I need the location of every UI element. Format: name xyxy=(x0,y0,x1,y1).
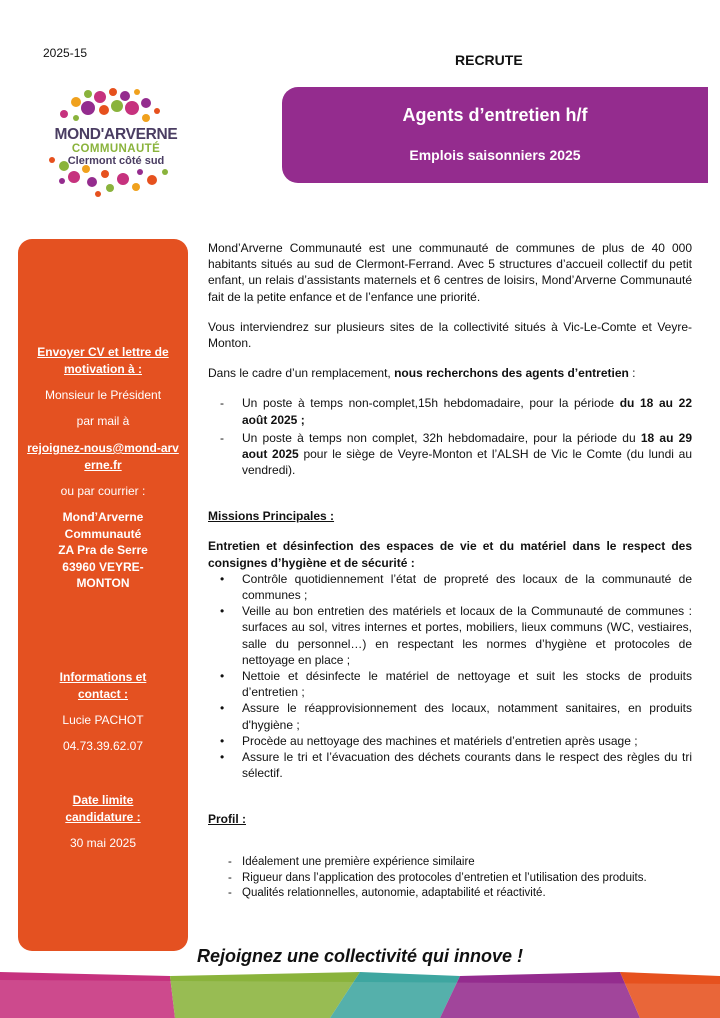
decorative-color-band xyxy=(0,966,720,1018)
list-item: • Assure le réapprovisionnement des locaux, notamment sanitaires, en produits d'hygiène ; xyxy=(208,700,692,732)
main-content xyxy=(208,240,692,902)
contact-name: Lucie PACHOT xyxy=(62,713,144,727)
profil-list xyxy=(208,855,692,902)
reference-number: 2025-15 xyxy=(43,46,88,60)
list-item: - Idéalement une première expérience similaire xyxy=(208,855,692,871)
deadline-heading: Date limite candidature : xyxy=(65,793,141,824)
missions-list xyxy=(208,571,692,781)
send-heading: Envoyer CV et lettre de motivation à : xyxy=(37,345,169,376)
address-city: 63960 VEYRE-MONTON xyxy=(62,559,144,591)
list-item: • Veille au bon entretien des matériels et locaux de la Communauté de communes : surfaces au sol, vitres internes et portes, mobiliers, lieux communs (WC, vestiaires, salle du personnel…) en respectant les normes d’hygiène et protocoles de nettoyage en place ; xyxy=(208,603,692,668)
profil-title: Profil : xyxy=(208,812,246,827)
posts-list xyxy=(208,395,692,478)
logo-communaute: COMMUNAUTÉ xyxy=(71,142,161,155)
address-street: ZA Pra de Serre xyxy=(58,543,148,558)
email-link[interactable]: rejoignez-nous@mond-arverne.fr xyxy=(27,441,179,472)
list-item: • Nettoie et désinfecte le matériel de nettoyage et suit les stocks de produits d’entretien ; xyxy=(208,668,692,700)
list-item: - Rigueur dans l’application des protocoles d’entretien et l’utilisation des produits. xyxy=(208,871,692,887)
context-bold: nous recherchons des agents d’entretien xyxy=(394,366,629,381)
contact-phone[interactable]: 04.73.39.62.07 xyxy=(62,739,144,753)
header-banner xyxy=(282,87,708,183)
list-item: • Procède au nettoyage des machines et matériels d’entretien après usage ; xyxy=(208,733,692,749)
info-heading: Informations et contact : xyxy=(59,670,147,701)
list-item: - Un poste à temps non-complet,15h hebdomadaire, pour la période du 18 au 22 août 2025 ; xyxy=(208,395,692,427)
sites-paragraph: Vous interviendrez sur plusieurs sites de la collectivité situés à Vic-Le-Comte et Veyre-Monton. xyxy=(208,319,692,350)
logo-tagline: Clermont côté sud xyxy=(67,155,165,167)
deadline-date: 30 mai 2025 xyxy=(69,836,137,850)
job-title: Agents d’entretien h/f xyxy=(402,105,588,125)
recipient: Monsieur le Président xyxy=(44,388,162,402)
logo-name: MOND'ARVERNE xyxy=(54,126,178,143)
missions-title: Missions Principales : xyxy=(208,509,335,524)
job-subtitle: Emplois saisonniers 2025 xyxy=(409,147,581,163)
list-item: - Un poste à temps non complet, 32h hebdomadaire, pour la période du 18 au 29 aout 2025 pour le siège de Veyre-Monton et l’ALSH de Vic le Comte (du lundi au vendredi). xyxy=(208,430,692,479)
contact-sidebar xyxy=(18,239,188,951)
address-name: Mond’Arverne Communauté xyxy=(62,510,144,541)
list-item: • Contrôle quotidiennement l’état de propreté des locaux de la communauté de communes ; xyxy=(208,571,692,603)
slogan: Rejoignez une collectivité qui innove ! xyxy=(196,946,524,966)
recrute-label: RECRUTE xyxy=(455,52,523,68)
intro-paragraph: Mond’Arverne Communauté est une communauté de communes de plus de 40 000 habitants situés au sud de Clermont-Ferrand. Avec 5 structures d’accueil collectif du petit enfant, un relais d’assistants maternels et 6 centres de loisirs, Mond’Arverne Communauté fait de la petite enfance et de l’enfance une priorité. xyxy=(208,241,692,304)
mond-arverne-logo xyxy=(28,86,198,198)
list-item: • Assure le tri et l’évacuation des déchets courants dans le respect des règles du tri sélectif. xyxy=(208,749,692,781)
list-item: - Qualités relationnelles, autonomie, adaptabilité et réactivité. xyxy=(208,886,692,902)
by-mail-label: par mail à xyxy=(76,414,130,428)
missions-lead: Entretien et désinfection des espaces de vie et du matériel dans le respect des consignes d’hygiène et de sécurité : xyxy=(208,539,692,570)
by-post-label: ou par courrier : xyxy=(60,484,146,498)
context-paragraph: Dans le cadre d’un remplacement, nous recherchons des agents d’entretien : xyxy=(208,366,636,381)
